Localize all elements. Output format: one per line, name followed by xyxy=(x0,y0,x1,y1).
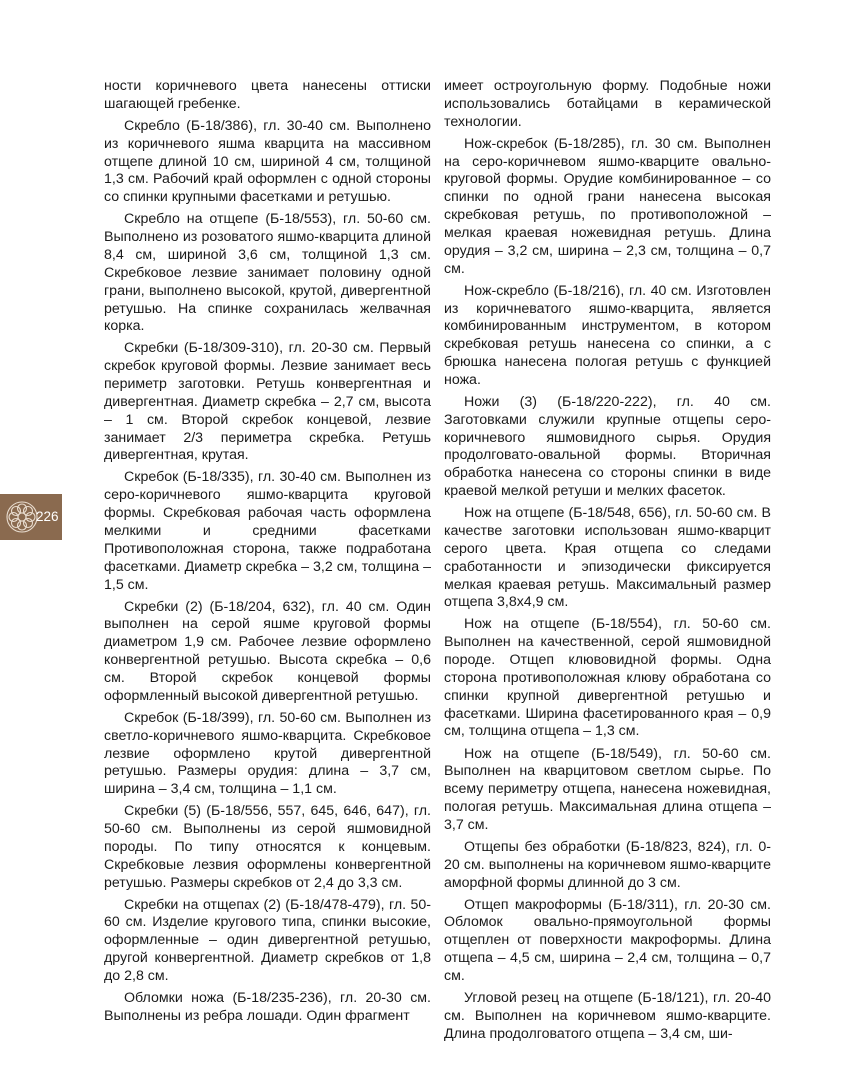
paragraph: Скребло на отщепе (Б-18/553), гл. 50-60 см. Выполнено из розоватого яшмо-кварцита длиной 8,4 см, шириной 3,6 см, толщиной 1,3 см. Скребковое лезвие занимает половину одной грани, выполнено высокой, крутой, дивергентной ретушью. На спинке сохранилась желвачная корка. xyxy=(104,211,431,335)
page-number: 226 xyxy=(36,509,59,524)
right-column xyxy=(444,78,771,1048)
paragraph: Ножи (3) (Б-18/220-222), гл. 40 см. Заготовками служили крупные отщепы серо-коричневого яшмовидного сырья. Орудия продолговато-овальной формы. Вторичная обработка нанесена со стороны спинки в виде краевой мелкой ретуши и мелких фасеток. xyxy=(444,393,771,500)
paragraph: ности коричневого цвета нанесены оттиски шагающей гребенке. xyxy=(104,78,431,112)
left-column xyxy=(104,78,431,1030)
paragraph: имеет остроугольную форму. Подобные ножи использовались ботайцами в керамической технологии. xyxy=(444,78,771,130)
paragraph: Скребки (Б-18/309-310), гл. 20-30 см. Первый скребок круговой формы. Лезвие занимает весь периметр заготовки. Ретушь конвергентная и дивергентная. Диаметр скребка – 2,7 см, высота – 1 см. Второй скребок концевой, лезвие занимает 2/3 периметра скребка. Ретушь дивергентная, крутая. xyxy=(104,340,431,464)
page-number-tab xyxy=(0,494,62,540)
paragraph: Нож на отщепе (Б-18/554), гл. 50-60 см. Выполнен на качественной, серой яшмовидной породе. Отщеп клювовидной формы. Одна сторона противоположная клюву обработана со спинки крупной дивергентной ретушью и фасетками. Ширина фасетированного края – 0,9 см, толщина отщепа – 1,3 см. xyxy=(444,616,771,740)
paragraph: Скребок (Б-18/399), гл. 50-60 см. Выполнен из светло-коричневого яшмо-кварцита. Скребковое лезвие оформлено крутой дивергентной ретушью. Размеры орудия: длина – 3,7 см, ширина – 3,4 см, толщина – 1,1 см. xyxy=(104,709,431,798)
paragraph: Отщеп макроформы (Б-18/311), гл. 20-30 см. Обломок овально-прямоугольной формы отщеплен от поверхности макроформы. Длина отщепа – 4,5 см, ширина – 2,4 см, толщина – 0,7 см. xyxy=(444,896,771,984)
paragraph: Скребло (Б-18/386), гл. 30-40 см. Выполнено из коричневого яшма кварцита на массивном отщепе длиной 10 см, шириной 4 см, толщиной 1,3 см. Рабочий край оформлен с одной стороны со спинки крупными фасетками и ретушью. xyxy=(104,117,431,206)
paragraph: Нож на отщепе (Б-18/549), гл. 50-60 см. Выполнен на кварцитовом светлом сырье. По всему периметру отщепа, нанесена ножевидная, пологая ретушь. Максимальная длина отщепа – 3,7 см. xyxy=(444,745,771,833)
paragraph: Скребки на отщепах (2) (Б-18/478-479), гл. 50-60 см. Изделие кругового типа, спинки высокие, оформленные – один дивергентной ретушью, другой конвергентной. Диаметр скребков от 1,8 до 2,8 см. xyxy=(104,896,431,984)
paragraph: Нож-скребок (Б-18/285), гл. 30 см. Выполнен на серо-коричневом яшмо-кварците овально-круговой формы. Орудие комбинированное – со спинки по одной грани нанесена высокая скребковая ретушь, по противоположной – мелкая краевая ножевидная ретушь. Длина орудия – 3,2 см, ширина – 2,3 см, толщина – 0,7 см. xyxy=(444,135,771,277)
paragraph: Скребок (Б-18/335), гл. 30-40 см. Выполнен из серо-коричневого яшмо-кварцита круговой формы. Скребковая рабочая часть оформлена мелкими и средними фасетками Противоположная сторона, также подработана фасетками. Диаметр скребка – 3,2 см, толщина – 1,5 см. xyxy=(104,469,431,593)
rosette-ornament-icon xyxy=(4,499,40,535)
paragraph: Нож-скребло (Б-18/216), гл. 40 см. Изготовлен из коричневатого яшмо-кварцита, является комбинированным инструментом, в котором скребковая ретушь нанесена со спинки, а с брюшка нанесена пологая ретушь с функцией ножа. xyxy=(444,282,771,388)
paragraph: Скребки (5) (Б-18/556, 557, 645, 646, 647), гл. 50-60 см. Выполнены из серой яшмовидной породы. По типу относятся к концевым. Скребковые лезвия оформлены конвергентной ретушью. Размеры скребков от 2,4 до 3,3 см. xyxy=(104,803,431,891)
paragraph: Нож на отщепе (Б-18/548, 656), гл. 50-60 см. В качестве заготовки использован яшмо-кварцит серого цвета. Края отщепа со следами сработанности и эпизодически фиксируется мелкая краевая ретушь. Максимальный размер отщепа 3,8х4,9 см. xyxy=(444,505,771,611)
paragraph: Угловой резец на отщепе (Б-18/121), гл. 20-40 см. Выполнен на коричневом яшмо-кварците. Длина продолговатого отщепа – 3,4 см, ши- xyxy=(444,990,771,1042)
paragraph: Обломки ножа (Б-18/235-236), гл. 20-30 см. Выполнены из ребра лошади. Один фрагмент xyxy=(104,990,431,1024)
paragraph: Скребки (2) (Б-18/204, 632), гл. 40 см. Один выполнен на серой яшме круговой формы диаметром 1,9 см. Рабочее лезвие оформлено конвергентной ретушью. Высота скребка – 0,6 см. Второй скребок концевой формы оформленный высокой дивергентной ретушью. xyxy=(104,598,431,704)
paragraph: Отщепы без обработки (Б-18/823, 824), гл. 0-20 см. выполнены на коричневом яшмо-кварците аморфной формы длинной до 3 см. xyxy=(444,838,771,891)
